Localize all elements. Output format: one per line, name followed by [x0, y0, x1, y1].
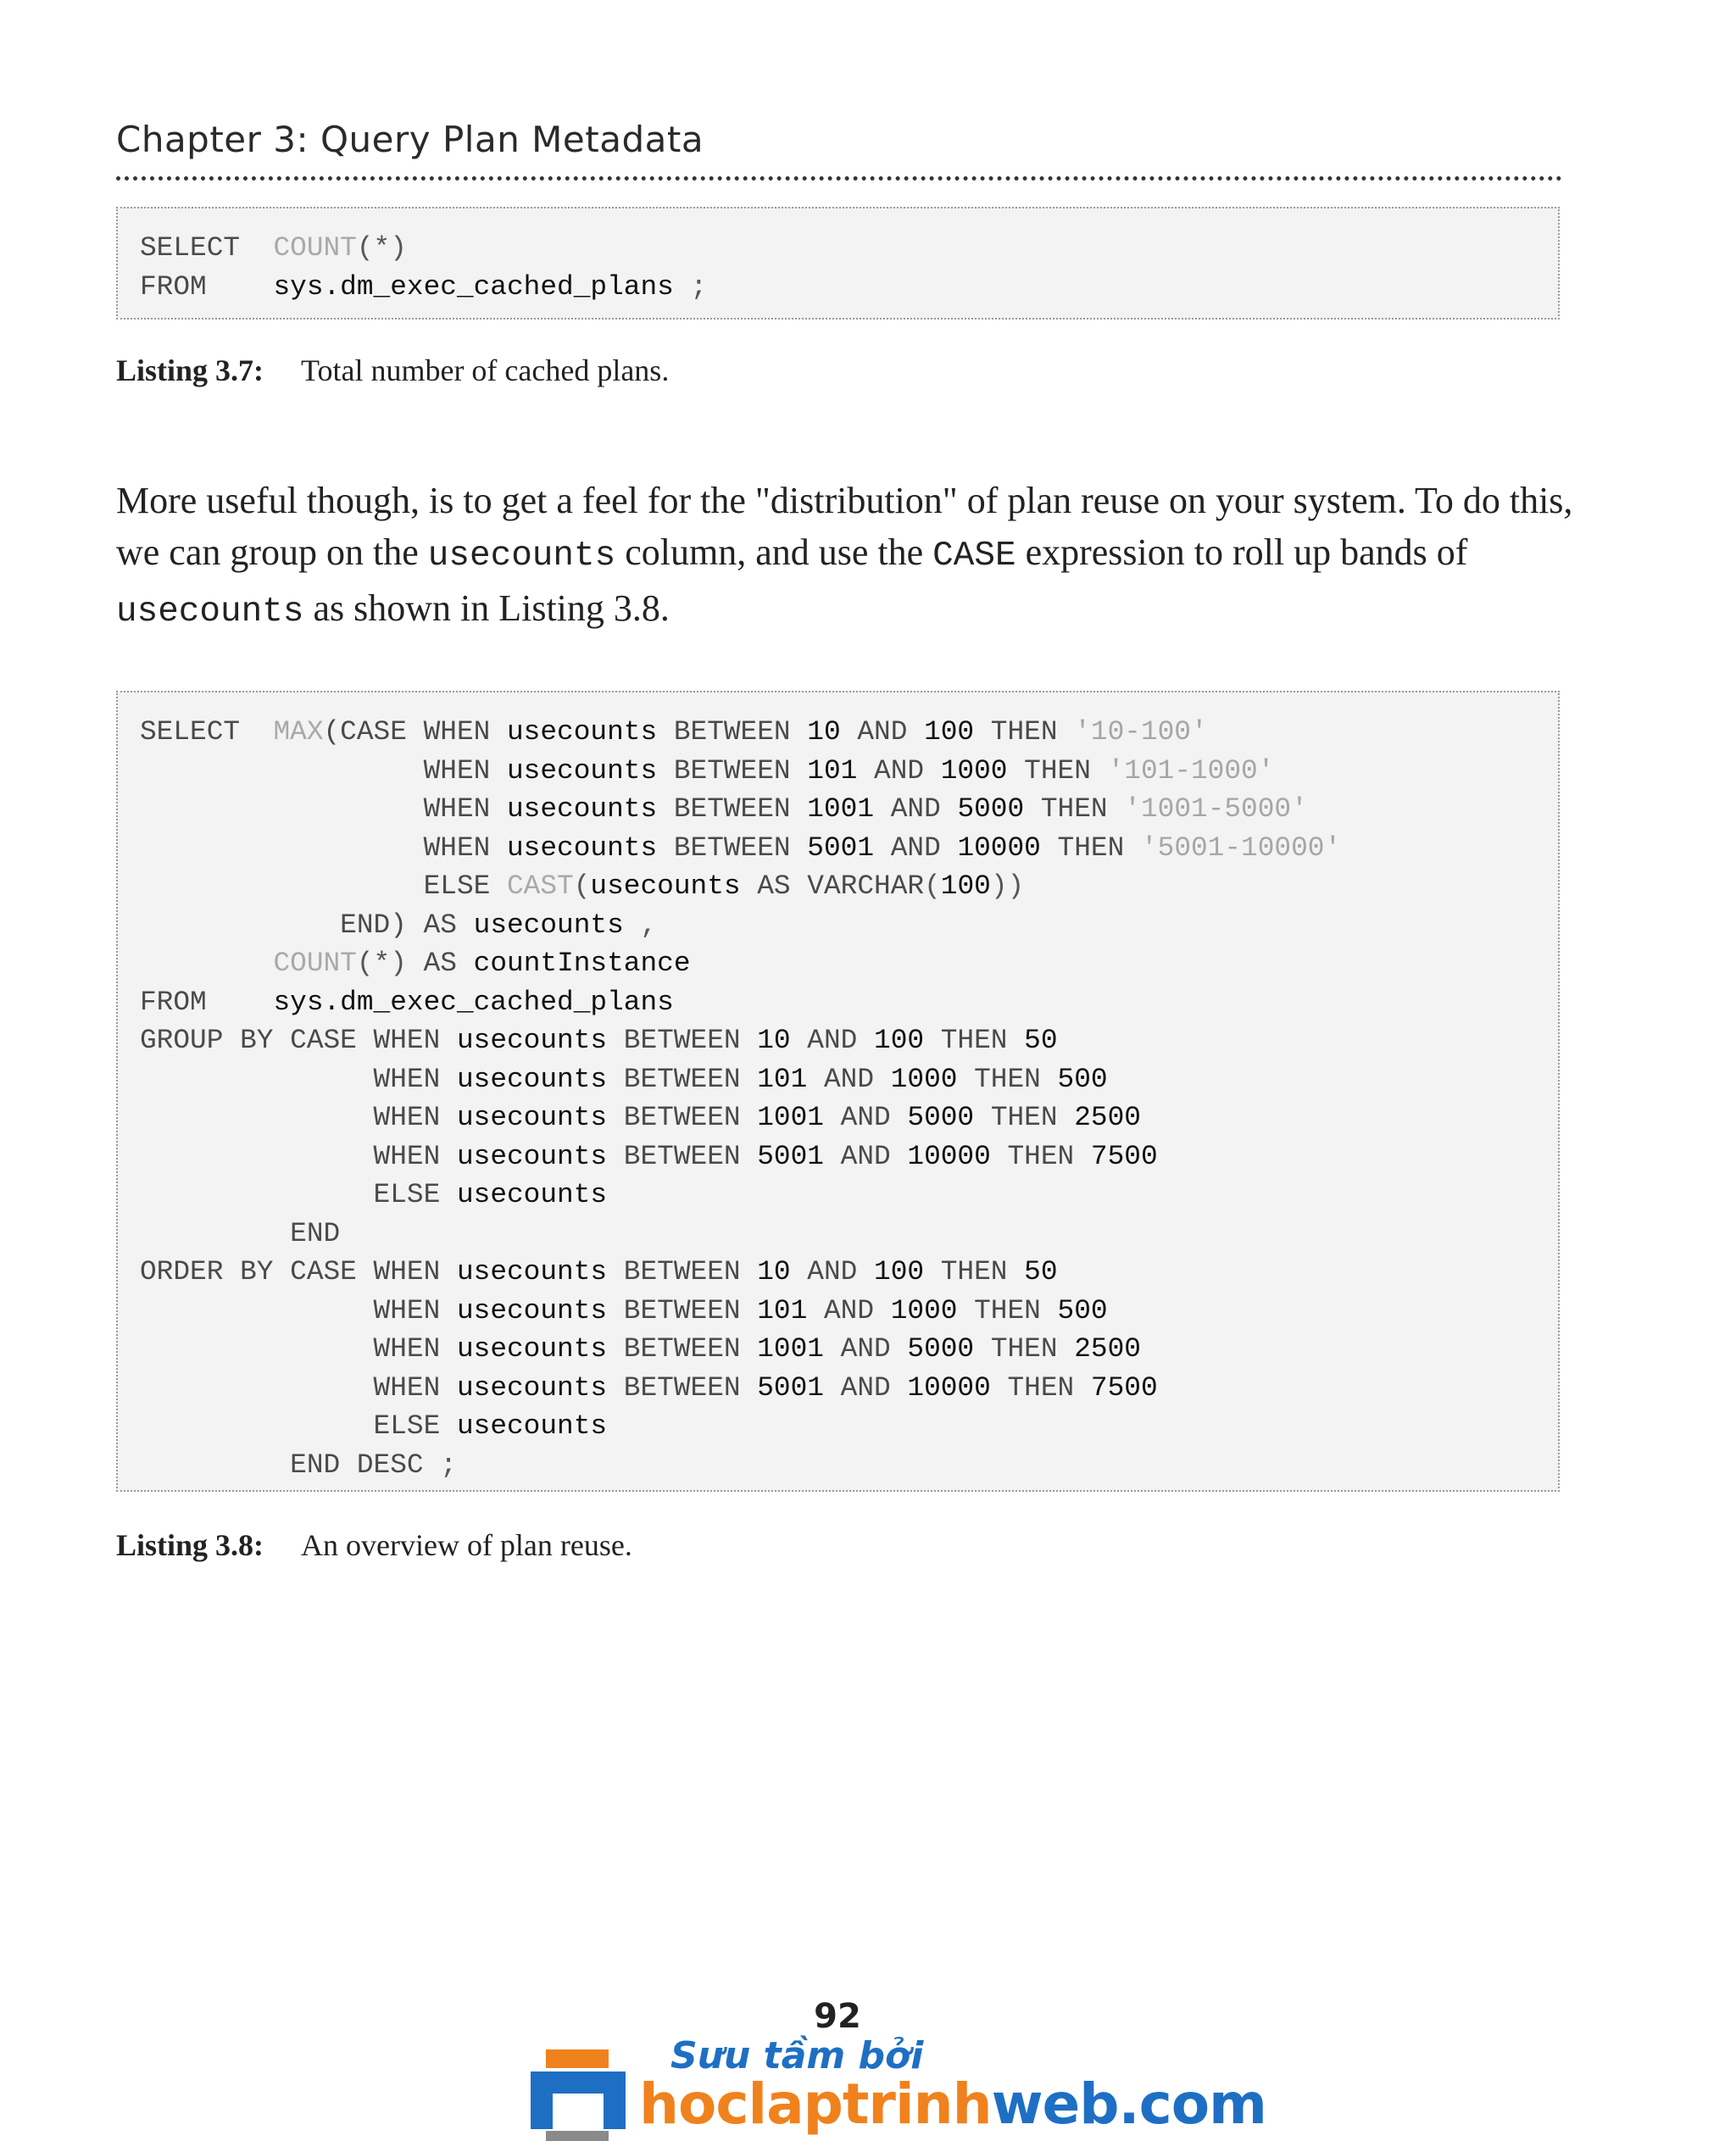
code-token: 7500: [1090, 1140, 1158, 1172]
code-token: 5001: [757, 1140, 841, 1172]
code-line: [140, 867, 1558, 906]
watermark-site: [639, 2071, 1266, 2137]
code-line: [140, 268, 1558, 307]
code-token: THEN: [1007, 1371, 1091, 1404]
code-token: usecounts: [456, 1333, 624, 1365]
code-token: 500: [1057, 1294, 1108, 1326]
code-token: WHEN: [140, 1102, 457, 1133]
code-token: 100: [940, 870, 991, 902]
code-token: 10000: [907, 1140, 1008, 1172]
watermark-site-part: hoclaptrinh: [639, 2071, 992, 2137]
code-token: usecounts: [473, 909, 641, 941]
code-token: THEN: [990, 716, 1075, 748]
code-token: AS: [423, 948, 474, 979]
code-token: THEN: [974, 1063, 1058, 1095]
code-line: [140, 1098, 1558, 1137]
code-line: [140, 1215, 1558, 1254]
code-line: [140, 1292, 1558, 1331]
code-line: [140, 983, 1558, 1022]
code-token: AS VARCHAR: [757, 870, 925, 902]
code-token: 5000: [957, 793, 1041, 825]
code-token: AND: [840, 1371, 908, 1404]
page-number: 92: [814, 1997, 861, 2036]
code-token: 101: [757, 1063, 824, 1095]
code-token: THEN: [990, 1102, 1075, 1133]
code-token: sys.dm_exec_cached_plans: [273, 986, 674, 1018]
code-line: [140, 752, 1558, 791]
body-paragraph: [116, 475, 1574, 638]
code-line: [140, 1137, 1558, 1176]
code-token: ORDER BY CASE WHEN: [140, 1256, 457, 1287]
code-token: BETWEEN: [673, 716, 808, 748]
caption-label: Listing 3.8:: [116, 1528, 264, 1562]
code-token: SELECT: [140, 232, 274, 264]
code-token: WHEN: [140, 1063, 457, 1095]
code-token: WHEN: [140, 1333, 457, 1365]
code-token: [140, 948, 273, 979]
code-token: 100: [874, 1025, 941, 1056]
code-token: AND: [840, 1140, 908, 1172]
code-token: WHEN: [140, 831, 507, 864]
code-token: AND: [823, 1063, 891, 1095]
watermark-logo-icon: [531, 2049, 626, 2141]
code-token: THEN: [1040, 793, 1125, 825]
code-token: 1000: [940, 754, 1025, 787]
code-token: FROM: [140, 270, 274, 303]
inline-code: usecounts: [427, 537, 616, 576]
code-token: THEN: [940, 1256, 1025, 1287]
code-token: 101: [757, 1294, 824, 1326]
paragraph-text: More useful though, is to get a feel for the "distribution" of plan reuse on your system. To do this, we can group on the: [116, 480, 1573, 573]
code-token: ;: [440, 1449, 457, 1481]
code-token: BETWEEN: [623, 1025, 758, 1056]
code-token: AND: [840, 1102, 908, 1133]
code-token: CAST: [507, 870, 574, 902]
code-token: END: [140, 1217, 341, 1249]
code-token: THEN: [990, 1333, 1075, 1365]
code-token: 1001: [757, 1333, 841, 1365]
code-token: WHEN: [140, 1140, 457, 1172]
code-token: THEN: [1007, 1140, 1091, 1172]
code-token: '1001-5000': [1124, 793, 1308, 825]
code-token: 100: [874, 1256, 941, 1287]
code-line: [140, 229, 1558, 268]
code-token: BETWEEN: [623, 1371, 758, 1404]
code-token: usecounts: [456, 1140, 624, 1172]
header-divider: [116, 176, 1562, 181]
code-token: '10-100': [1074, 716, 1208, 748]
code-token: MAX: [273, 716, 324, 748]
code-token: GROUP BY CASE WHEN: [140, 1025, 457, 1056]
code-token: END DESC: [140, 1449, 441, 1481]
code-token: THEN: [1024, 754, 1108, 787]
code-token: AND: [807, 1025, 875, 1056]
code-token: THEN: [974, 1294, 1058, 1326]
paragraph-text: expression to roll up bands of: [1015, 531, 1468, 573]
code-token: (*): [356, 232, 407, 264]
watermark-site-part: web.com: [991, 2071, 1266, 2137]
code-token: AND: [823, 1294, 891, 1326]
code-line: [140, 829, 1558, 868]
code-token: BETWEEN: [623, 1256, 758, 1287]
code-token: BETWEEN: [623, 1140, 758, 1172]
code-token: countInstance: [473, 948, 691, 979]
code-token: 10: [757, 1256, 808, 1287]
code-token: 5000: [907, 1333, 991, 1365]
code-token: FROM: [140, 986, 274, 1018]
code-token: usecounts: [590, 870, 758, 902]
paragraph-text: as shown in Listing 3.8.: [303, 587, 670, 629]
code-token: COUNT: [273, 232, 357, 264]
code-listing-3-7: [116, 207, 1560, 320]
watermark-credit: Sưu tầm bởi: [670, 2034, 924, 2077]
code-token: usecounts: [507, 716, 674, 748]
code-line: [140, 1021, 1558, 1060]
code-line: [140, 1330, 1558, 1369]
code-token: AND: [890, 831, 958, 864]
code-token: 100: [924, 716, 991, 748]
code-token: usecounts: [456, 1063, 624, 1095]
code-token: BETWEEN: [623, 1333, 758, 1365]
code-token: usecounts: [507, 793, 674, 825]
code-token: usecounts: [456, 1025, 624, 1056]
code-token: END) AS: [140, 909, 474, 941]
code-token: 10: [807, 716, 858, 748]
inline-code: CASE: [932, 537, 1016, 576]
code-token: 500: [1057, 1063, 1108, 1095]
code-token: '5001-10000': [1140, 831, 1342, 864]
code-line: [140, 790, 1558, 829]
code-line: [140, 1060, 1558, 1099]
code-token: ELSE: [140, 1410, 457, 1442]
code-token: BETWEEN: [673, 754, 808, 787]
code-token: usecounts: [456, 1102, 624, 1133]
code-token: (*): [356, 948, 424, 979]
code-token: '101-1000': [1107, 754, 1275, 787]
code-token: 10: [757, 1025, 808, 1056]
code-token: 5000: [907, 1102, 991, 1133]
code-token: usecounts: [456, 1179, 608, 1210]
code-token: 5001: [807, 831, 891, 864]
code-token: AND: [874, 754, 941, 787]
code-token: (: [924, 870, 941, 902]
code-token: usecounts: [507, 831, 674, 864]
code-token: 5001: [757, 1371, 841, 1404]
code-token: ELSE: [140, 870, 507, 902]
code-line: [140, 1369, 1558, 1408]
code-token: 7500: [1090, 1371, 1158, 1404]
listing-3-7-caption: [116, 353, 669, 388]
code-token: usecounts: [456, 1371, 624, 1404]
caption-text: Total number of cached plans.: [301, 353, 670, 387]
code-token: sys.dm_exec_cached_plans: [273, 270, 674, 303]
code-token: ;: [673, 270, 708, 303]
code-token: ELSE: [140, 1179, 457, 1210]
code-token: BETWEEN: [673, 831, 808, 864]
code-token: BETWEEN: [623, 1294, 758, 1326]
code-line: [140, 944, 1558, 983]
watermark: [531, 2034, 1266, 2141]
code-token: SELECT: [140, 716, 274, 748]
code-token: WHEN: [140, 1294, 457, 1326]
code-line: [140, 906, 1558, 945]
caption-label: Listing 3.7:: [116, 353, 264, 387]
code-line: [140, 713, 1558, 752]
code-token: 10000: [957, 831, 1058, 864]
code-token: 1000: [890, 1294, 975, 1326]
code-token: AND: [807, 1256, 875, 1287]
code-token: 101: [807, 754, 875, 787]
code-token: 2500: [1074, 1102, 1141, 1133]
code-token: 50: [1024, 1025, 1058, 1056]
code-token: THEN: [1057, 831, 1141, 864]
inline-code: usecounts: [116, 592, 304, 631]
code-token: COUNT: [273, 948, 357, 979]
caption-text: An overview of plan reuse.: [301, 1528, 632, 1562]
code-token: (: [573, 870, 591, 902]
code-token: 2500: [1074, 1333, 1141, 1365]
code-token: usecounts: [507, 754, 674, 787]
code-token: 10000: [907, 1371, 1008, 1404]
code-line: [140, 1446, 1558, 1485]
code-line: [140, 1253, 1558, 1292]
code-line: [140, 1407, 1558, 1446]
code-token: WHEN: [140, 793, 507, 825]
code-token: AND: [890, 793, 958, 825]
chapter-header: Chapter 3: Query Plan Metadata: [116, 119, 704, 160]
code-token: WHEN: [140, 754, 507, 787]
code-token: )): [990, 870, 1025, 902]
code-token: BETWEEN: [623, 1063, 758, 1095]
code-token: usecounts: [456, 1410, 608, 1442]
code-token: (CASE WHEN: [323, 716, 507, 748]
code-token: usecounts: [456, 1256, 624, 1287]
code-token: BETWEEN: [673, 793, 808, 825]
code-token: WHEN: [140, 1371, 457, 1404]
code-token: usecounts: [456, 1294, 624, 1326]
code-token: 1001: [757, 1102, 841, 1133]
code-token: THEN: [940, 1025, 1025, 1056]
code-token: 50: [1024, 1256, 1058, 1287]
code-token: ,: [640, 909, 658, 941]
code-token: AND: [857, 716, 925, 748]
code-token: 1000: [890, 1063, 975, 1095]
code-token: 1001: [807, 793, 891, 825]
listing-3-8-caption: [116, 1527, 632, 1563]
code-token: AND: [840, 1333, 908, 1365]
code-line: [140, 1176, 1558, 1215]
code-token: BETWEEN: [623, 1102, 758, 1133]
paragraph-text: column, and use the: [615, 531, 933, 573]
code-listing-3-8: [116, 691, 1560, 1492]
